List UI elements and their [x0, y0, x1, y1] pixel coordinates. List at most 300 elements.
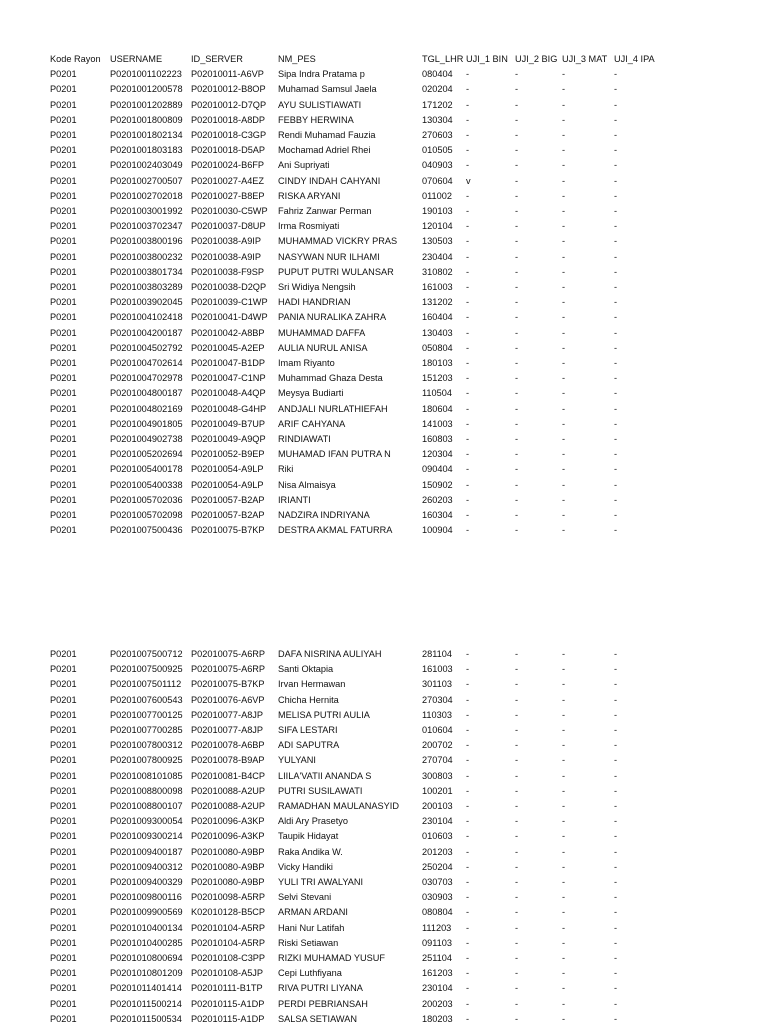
tgl-lhr-cell: 161203: [422, 968, 453, 979]
nm-pes-cell: MELISA PUTRI AULIA: [278, 709, 370, 720]
uji-1-bin-cell: -: [466, 373, 470, 384]
kode-rayon-cell: P0201: [50, 694, 77, 705]
nm-pes-cell: YULYANI: [278, 755, 316, 766]
kode-rayon-cell: P0201: [50, 403, 77, 414]
table-row: [50, 845, 654, 860]
kode-rayon-cell: P0201: [50, 785, 77, 796]
uji-1-bin-cell: -: [466, 130, 470, 141]
nm-pes-cell: Santi Oktapia: [278, 664, 334, 675]
tgl-lhr-cell: 180103: [422, 358, 453, 369]
id-server-cell: P02010049-A9QP: [191, 434, 266, 445]
uji-1-bin-cell: -: [466, 99, 470, 110]
uji-4-ipa-cell: -: [614, 160, 618, 171]
username-cell: P0201005702036: [110, 494, 183, 505]
nm-pes-cell: Nisa Almaisya: [278, 479, 336, 490]
uji-1-bin-cell: -: [466, 236, 470, 247]
tgl-lhr-cell: 180203: [422, 1013, 453, 1024]
uji-4-ipa-cell: -: [614, 84, 618, 95]
uji-1-bin-cell: -: [466, 953, 470, 964]
uji-3-mat-cell: -: [562, 907, 566, 918]
tgl-lhr-cell: 131202: [422, 297, 453, 308]
id-server-cell: P02010047-B1DP: [191, 358, 266, 369]
header-row: [50, 52, 655, 67]
table-row: [50, 462, 655, 477]
uji-3-mat-cell: -: [562, 251, 566, 262]
id-server-cell: P02010018-A8DP: [191, 114, 266, 125]
kode-rayon-cell: P0201: [50, 221, 77, 232]
id-server-cell: P02010054-A9LP: [191, 479, 264, 490]
kode-rayon-cell: P0201: [50, 145, 77, 156]
uji-1-bin-cell: -: [466, 679, 470, 690]
tgl-lhr-cell: 141003: [422, 418, 453, 429]
uji-3-mat-cell: -: [562, 725, 566, 736]
id-server-cell: P02010012-B8OP: [191, 84, 266, 95]
kode-rayon-cell: P0201: [50, 664, 77, 675]
table-row: [50, 799, 654, 814]
username-cell: P0201001200578: [110, 84, 183, 95]
uji-3-mat-cell: -: [562, 968, 566, 979]
nm-pes-cell: AYU SULISTIAWATI: [278, 99, 362, 110]
table-row: [50, 890, 654, 905]
id-server-cell: P02010077-A8JP: [191, 709, 264, 720]
uji-4-ipa-cell: -: [614, 831, 618, 842]
id-server-cell: P02010027-A4EZ: [191, 175, 265, 186]
uji-1-bin-cell: -: [466, 816, 470, 827]
uji-3-mat-cell: -: [562, 785, 566, 796]
nm-pes-cell: Meysya Budiarti: [278, 388, 344, 399]
uji-1-bin-cell: -: [466, 358, 470, 369]
uji-3-mat-cell: -: [562, 679, 566, 690]
uji-4-ipa-cell: -: [614, 694, 618, 705]
uji-2-big-cell: -: [515, 175, 519, 186]
username-cell: P0201011401414: [110, 983, 182, 994]
table-row: [50, 128, 655, 143]
username-cell: P0201005202694: [110, 449, 183, 460]
id-server-cell: P02010075-B7KP: [191, 679, 265, 690]
id-server-cell: P02010108-C3PP: [191, 953, 266, 964]
username-cell: P0201007800312: [110, 740, 183, 751]
kode-rayon-cell: P0201: [50, 358, 77, 369]
nm-pes-cell: HADI HANDRIAN: [278, 297, 351, 308]
uji-1-bin-cell: -: [466, 694, 470, 705]
id-server-cell: P02010012-D7QP: [191, 99, 267, 110]
username-cell: P0201011500214: [110, 998, 182, 1009]
nm-pes-cell: Imam Riyanto: [278, 358, 335, 369]
tgl-lhr-cell: 130304: [422, 114, 453, 125]
uji-4-ipa-cell: -: [614, 725, 618, 736]
nm-pes-cell: Sipa Indra Pratama p: [278, 69, 365, 80]
uji-3-mat-cell: -: [562, 282, 566, 293]
table-row: [50, 708, 654, 723]
kode-rayon-cell: P0201: [50, 114, 77, 125]
username-cell: P0201007800925: [110, 755, 183, 766]
table-row: [50, 829, 654, 844]
uji-4-ipa-cell: -: [614, 816, 618, 827]
nm-pes-cell: RIVA PUTRI LIYANA: [278, 983, 363, 994]
username-cell: P0201003800232: [110, 251, 183, 262]
tgl-lhr-cell: 160404: [422, 312, 453, 323]
uji-1-bin-cell: -: [466, 434, 470, 445]
nm-pes-cell: Taupik Hidayat: [278, 831, 339, 842]
uji-1-bin-cell: -: [466, 114, 470, 125]
table-row: [50, 860, 654, 875]
kode-rayon-cell: P0201: [50, 449, 77, 460]
nm-pes-cell: Sri Widiya Nengsih: [278, 282, 356, 293]
uji-4-ipa-cell: -: [614, 510, 618, 521]
kode-rayon-cell: P0201: [50, 953, 77, 964]
username-cell: P0201005400178: [110, 464, 183, 475]
id-server-cell: P02010115-A1DP: [191, 1013, 265, 1024]
kode-rayon-cell: P0201: [50, 175, 77, 186]
uji-2-big-cell: -: [515, 373, 519, 384]
header-kode-rayon: Kode Rayon: [50, 54, 101, 64]
kode-rayon-cell: P0201: [50, 525, 77, 536]
tgl-lhr-cell: 171202: [422, 99, 453, 110]
uji-2-big-cell: -: [515, 418, 519, 429]
uji-2-big-cell: -: [515, 251, 519, 262]
id-server-cell: P02010024-B6FP: [191, 160, 265, 171]
uji-3-mat-cell: -: [562, 190, 566, 201]
username-cell: P0201003803289: [110, 282, 183, 293]
id-server-cell: P02010075-A6RP: [191, 664, 266, 675]
table-row: [50, 250, 655, 265]
uji-3-mat-cell: -: [562, 403, 566, 414]
tgl-lhr-cell: 091103: [422, 937, 452, 948]
table-row: [50, 662, 654, 677]
uji-2-big-cell: -: [515, 861, 519, 872]
uji-4-ipa-cell: -: [614, 892, 618, 903]
uji-1-bin-cell: -: [466, 877, 470, 888]
nm-pes-cell: Muhamad Samsul Jaela: [278, 84, 377, 95]
kode-rayon-cell: P0201: [50, 725, 77, 736]
uji-2-big-cell: -: [515, 434, 519, 445]
uji-2-big-cell: -: [515, 510, 519, 521]
nm-pes-cell: Aldi Ary Prasetyo: [278, 816, 348, 827]
kode-rayon-cell: P0201: [50, 69, 77, 80]
uji-1-bin-cell: -: [466, 831, 470, 842]
uji-2-big-cell: -: [515, 114, 519, 125]
table-row: [50, 432, 655, 447]
nm-pes-cell: Hani Nur Latifah: [278, 922, 345, 933]
table-row: [50, 356, 655, 371]
table-row: [50, 447, 655, 462]
uji-1-bin-cell: -: [466, 312, 470, 323]
id-server-cell: P02010011-A6VP: [191, 69, 264, 80]
uji-1-bin-cell: -: [466, 251, 470, 262]
uji-4-ipa-cell: -: [614, 69, 618, 80]
uji-4-ipa-cell: -: [614, 679, 618, 690]
tgl-lhr-cell: 130403: [422, 327, 453, 338]
table-row: [50, 493, 655, 508]
tgl-lhr-cell: 161003: [422, 282, 453, 293]
username-cell: P0201010400134: [110, 922, 183, 933]
kode-rayon-cell: P0201: [50, 251, 77, 262]
tgl-lhr-cell: 260203: [422, 494, 453, 505]
id-server-cell: P02010081-B4CP: [191, 770, 266, 781]
tgl-lhr-cell: 270704: [422, 755, 453, 766]
username-cell: P0201010400285: [110, 937, 183, 948]
table-row: [50, 769, 654, 784]
uji-1-bin-cell: -: [466, 907, 470, 918]
username-cell: P0201007700285: [110, 725, 183, 736]
uji-1-bin-cell: -: [466, 998, 470, 1009]
nm-pes-cell: Irvan Hermawan: [278, 679, 346, 690]
kode-rayon-cell: P0201: [50, 464, 77, 475]
uji-3-mat-cell: -: [562, 434, 566, 445]
uji-3-mat-cell: -: [562, 130, 566, 141]
table-row: [50, 966, 654, 981]
id-server-cell: P02010052-B9EP: [191, 449, 265, 460]
id-server-cell: P02010078-A6BP: [191, 740, 265, 751]
uji-4-ipa-cell: -: [614, 770, 618, 781]
uji-1-bin-cell: -: [466, 160, 470, 171]
kode-rayon-cell: P0201: [50, 740, 77, 751]
uji-2-big-cell: -: [515, 494, 519, 505]
table-row: [50, 402, 655, 417]
nm-pes-cell: FEBBY HERWINA: [278, 114, 354, 125]
kode-rayon-cell: P0201: [50, 282, 77, 293]
username-cell: P0201004902738: [110, 434, 183, 445]
nm-pes-cell: Muhammad Ghaza Desta: [278, 373, 383, 384]
kode-rayon-cell: P0201: [50, 266, 77, 277]
uji-4-ipa-cell: -: [614, 740, 618, 751]
kode-rayon-cell: P0201: [50, 892, 77, 903]
nm-pes-cell: NASYWAN NUR ILHAMI: [278, 251, 380, 262]
kode-rayon-cell: P0201: [50, 831, 77, 842]
table-row: [50, 174, 655, 189]
nm-pes-cell: Irma Rosmiyati: [278, 221, 340, 232]
uji-4-ipa-cell: -: [614, 358, 618, 369]
uji-3-mat-cell: -: [562, 831, 566, 842]
uji-1-bin-cell: -: [466, 145, 470, 156]
student-table-top: [50, 52, 655, 539]
uji-2-big-cell: -: [515, 69, 519, 80]
tgl-lhr-cell: 120304: [422, 449, 453, 460]
table-row: [50, 341, 655, 356]
nm-pes-cell: Riski Setiawan: [278, 937, 339, 948]
kode-rayon-cell: P0201: [50, 510, 77, 521]
kode-rayon-cell: P0201: [50, 494, 77, 505]
uji-2-big-cell: -: [515, 221, 519, 232]
uji-3-mat-cell: -: [562, 998, 566, 1009]
uji-1-bin-cell: -: [466, 649, 470, 659]
uji-4-ipa-cell: -: [614, 494, 618, 505]
uji-1-bin-cell: -: [466, 740, 470, 751]
table-row: [50, 234, 655, 249]
table-row: [50, 310, 655, 325]
tgl-lhr-cell: 070604: [422, 175, 453, 186]
id-server-cell: P02010075-A6RP: [191, 649, 266, 659]
uji-2-big-cell: -: [515, 922, 519, 933]
id-server-cell: P02010111-B1TP: [191, 983, 263, 994]
uji-1-bin-cell: -: [466, 342, 470, 353]
uji-2-big-cell: -: [515, 953, 519, 964]
kode-rayon-cell: P0201: [50, 190, 77, 201]
username-cell: P0201007600543: [110, 694, 183, 705]
uji-3-mat-cell: -: [562, 342, 566, 353]
id-server-cell: P02010041-D4WP: [191, 312, 268, 323]
id-server-cell: P02010038-F9SP: [191, 266, 265, 277]
uji-2-big-cell: -: [515, 816, 519, 827]
username-cell: P0201003800196: [110, 236, 183, 247]
id-server-cell: P02010076-A6VP: [191, 694, 265, 705]
kode-rayon-cell: P0201: [50, 160, 77, 171]
uji-4-ipa-cell: -: [614, 266, 618, 277]
kode-rayon-cell: P0201: [50, 342, 77, 353]
uji-2-big-cell: -: [515, 937, 519, 948]
uji-1-bin-cell: -: [466, 84, 470, 95]
uji-2-big-cell: -: [515, 755, 519, 766]
table-row: [50, 723, 654, 738]
uji-4-ipa-cell: -: [614, 877, 618, 888]
nm-pes-cell: PUPUT PUTRI WULANSAR: [278, 266, 394, 277]
kode-rayon-cell: P0201: [50, 755, 77, 766]
username-cell: P0201003902045: [110, 297, 183, 308]
id-server-cell: P02010080-A9BP: [191, 846, 265, 857]
id-server-cell: P02010080-A9BP: [191, 861, 265, 872]
username-cell: P0201002702018: [110, 190, 183, 201]
uji-3-mat-cell: -: [562, 770, 566, 781]
uji-3-mat-cell: -: [562, 801, 566, 812]
table-row: [50, 98, 655, 113]
table-row: [50, 371, 655, 386]
uji-3-mat-cell: -: [562, 266, 566, 277]
nm-pes-cell: Riki: [278, 464, 294, 475]
id-server-cell: P02010038-D2QP: [191, 282, 267, 293]
id-server-cell: P02010098-A5RP: [191, 892, 266, 903]
uji-1-bin-cell: -: [466, 449, 470, 460]
uji-4-ipa-cell: -: [614, 327, 618, 338]
uji-2-big-cell: -: [515, 725, 519, 736]
uji-1-bin-cell: -: [466, 983, 470, 994]
uji-4-ipa-cell: -: [614, 525, 618, 536]
kode-rayon-cell: P0201: [50, 236, 77, 247]
id-server-cell: P02010039-C1WP: [191, 297, 268, 308]
uji-3-mat-cell: -: [562, 221, 566, 232]
username-cell: P0201007501112: [110, 679, 182, 690]
username-cell: P0201010800694: [110, 953, 183, 964]
id-server-cell: P02010027-B8EP: [191, 190, 265, 201]
nm-pes-cell: Rendi Muhamad Fauzia: [278, 130, 376, 141]
uji-3-mat-cell: -: [562, 84, 566, 95]
username-cell: P0201009300214: [110, 831, 183, 842]
uji-1-bin-cell: -: [466, 709, 470, 720]
username-cell: P0201004502792: [110, 342, 183, 353]
uji-2-big-cell: -: [515, 1013, 519, 1024]
uji-3-mat-cell: -: [562, 892, 566, 903]
nm-pes-cell: Mochamad Adriel Rhei: [278, 145, 371, 156]
id-server-cell: P02010115-A1DP: [191, 998, 265, 1009]
nm-pes-cell: SALSA SETIAWAN: [278, 1013, 357, 1024]
id-server-cell: P02010038-A9IP: [191, 251, 261, 262]
uji-2-big-cell: -: [515, 464, 519, 475]
uji-3-mat-cell: -: [562, 418, 566, 429]
tgl-lhr-cell: 201203: [422, 846, 453, 857]
uji-2-big-cell: -: [515, 801, 519, 812]
username-cell: P0201001800809: [110, 114, 183, 125]
uji-3-mat-cell: -: [562, 464, 566, 475]
uji-3-mat-cell: -: [562, 69, 566, 80]
nm-pes-cell: RAMADHAN MAULANASYID: [278, 801, 399, 812]
nm-pes-cell: LIILA'VATII ANANDA S: [278, 770, 372, 781]
uji-1-bin-cell: -: [466, 403, 470, 414]
tgl-lhr-cell: 281104: [422, 649, 452, 659]
username-cell: P0201002403049: [110, 160, 183, 171]
table-row: [50, 753, 654, 768]
uji-2-big-cell: -: [515, 907, 519, 918]
kode-rayon-cell: P0201: [50, 922, 77, 933]
table-row: [50, 67, 655, 82]
tgl-lhr-cell: 100201: [422, 785, 453, 796]
kode-rayon-cell: P0201: [50, 679, 77, 690]
uji-1-bin-cell: -: [466, 664, 470, 675]
uji-1-bin-cell: -: [466, 861, 470, 872]
uji-4-ipa-cell: -: [614, 983, 618, 994]
uji-4-ipa-cell: -: [614, 434, 618, 445]
uji-2-big-cell: -: [515, 649, 519, 659]
uji-2-big-cell: -: [515, 694, 519, 705]
table-row: [50, 295, 655, 310]
tgl-lhr-cell: 120104: [422, 221, 453, 232]
id-server-cell: P02010047-C1NP: [191, 373, 266, 384]
tgl-lhr-cell: 050804: [422, 342, 453, 353]
id-server-cell: P02010030-C5WP: [191, 206, 268, 217]
nm-pes-cell: DESTRA AKMAL FATURRA: [278, 525, 393, 536]
header-nm-pes: NM_PES: [278, 54, 316, 64]
tgl-lhr-cell: 030703: [422, 877, 453, 888]
uji-2-big-cell: -: [515, 846, 519, 857]
kode-rayon-cell: P0201: [50, 84, 77, 95]
uji-4-ipa-cell: -: [614, 755, 618, 766]
table-row: [50, 417, 655, 432]
tgl-lhr-cell: 010603: [422, 831, 453, 842]
table-row: [50, 981, 654, 996]
header-uji-3-mat: UJI_3 MAT: [562, 54, 608, 64]
table-row: [50, 478, 655, 493]
uji-4-ipa-cell: -: [614, 968, 618, 979]
id-server-cell: P02010088-A2UP: [191, 785, 266, 796]
id-server-cell: K02010128-B5CP: [191, 907, 266, 918]
tgl-lhr-cell: 250204: [422, 861, 453, 872]
username-cell: P0201004802169: [110, 403, 183, 414]
uji-2-big-cell: -: [515, 327, 519, 338]
id-server-cell: P02010054-A9LP: [191, 464, 264, 475]
nm-pes-cell: ARIF CAHYANA: [278, 418, 346, 429]
tgl-lhr-cell: 230404: [422, 251, 453, 262]
uji-2-big-cell: -: [515, 282, 519, 293]
uji-2-big-cell: -: [515, 679, 519, 690]
tgl-lhr-cell: 200103: [422, 801, 453, 812]
table-row: [50, 784, 654, 799]
uji-3-mat-cell: -: [562, 373, 566, 384]
nm-pes-cell: Raka Andika W.: [278, 846, 343, 857]
uji-2-big-cell: -: [515, 84, 519, 95]
nm-pes-cell: NADZIRA INDRIYANA: [278, 510, 370, 521]
uji-4-ipa-cell: -: [614, 403, 618, 414]
username-cell: P0201001803183: [110, 145, 183, 156]
username-cell: P0201009800116: [110, 892, 182, 903]
tgl-lhr-cell: 300803: [422, 770, 453, 781]
uji-2-big-cell: -: [515, 709, 519, 720]
uji-3-mat-cell: -: [562, 99, 566, 110]
kode-rayon-cell: P0201: [50, 998, 77, 1009]
uji-3-mat-cell: -: [562, 145, 566, 156]
nm-pes-cell: ADI SAPUTRA: [278, 740, 340, 751]
table-row: [50, 158, 655, 173]
uji-4-ipa-cell: -: [614, 190, 618, 201]
uji-3-mat-cell: -: [562, 937, 566, 948]
nm-pes-cell: RISKA ARYANI: [278, 190, 341, 201]
